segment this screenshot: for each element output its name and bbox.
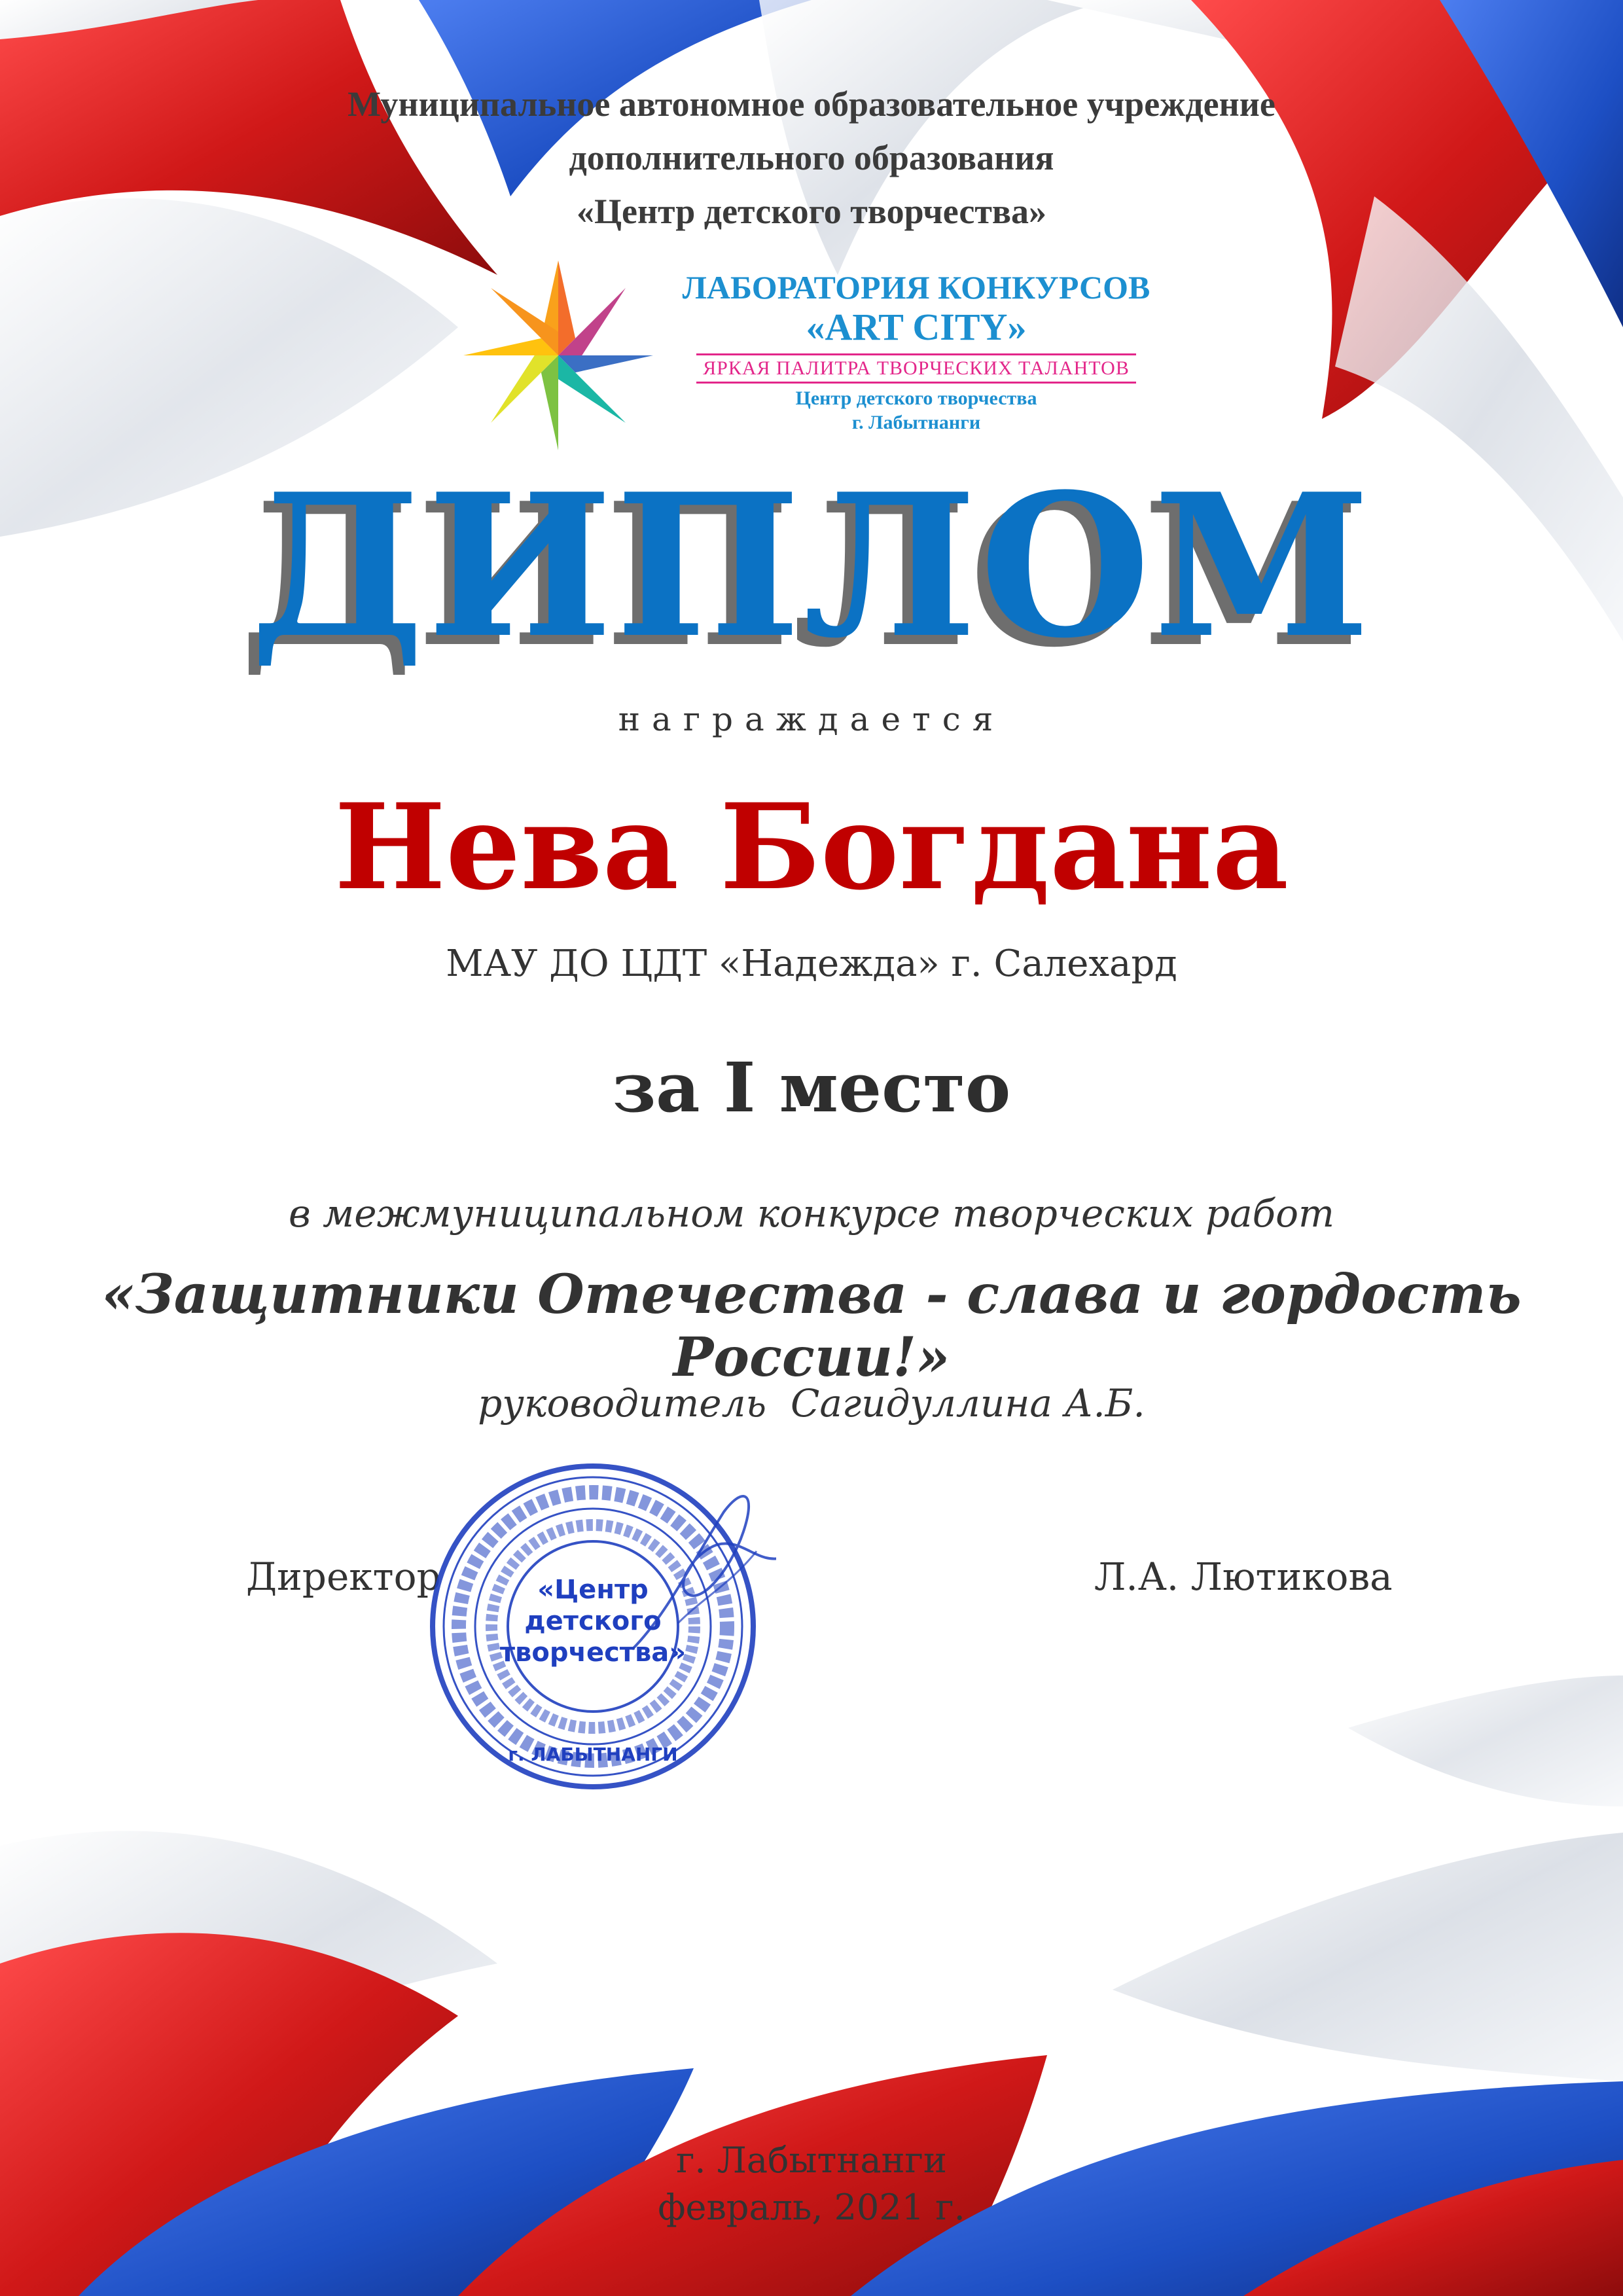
logo-line-3: ЯРКАЯ ПАЛИТРА ТВОРЧЕСКИХ ТАЛАНТОВ [696, 353, 1136, 384]
stamp-center-line-1: «Центр [537, 1575, 649, 1605]
official-stamp [416, 1453, 776, 1793]
stamp-city: г. ЛАБЫТНАНГИ [508, 1744, 678, 1765]
award-place: за I место [612, 1047, 1011, 1128]
recipient-school: МАУ ДО ЦДТ «Надежда» г. Салехард [446, 942, 1177, 985]
diploma-title: ДИПЛОМ [249, 450, 1374, 681]
director-label: Директор [246, 1554, 441, 1599]
organization-header [0, 77, 1623, 238]
footer [0, 2137, 1623, 2231]
org-line-1: Муниципальное автономное образовательное учреждение [348, 84, 1275, 124]
footer-city: г. Лабытнанги [676, 2140, 947, 2181]
logo-line-2: «ART CITY» [806, 306, 1027, 348]
awarded-text: награждается [618, 700, 1005, 738]
recipient-name: Нева Богдана [334, 778, 1289, 916]
contest-name: «Защитники Отечества - слава и гордость России!» [101, 1263, 1522, 1389]
org-line-2: дополнительного образования [569, 138, 1054, 177]
art-city-star-logo [463, 260, 653, 450]
stamp-center-line-3: творчества» [499, 1638, 687, 1668]
org-line-3: «Центр детского творчества» [576, 192, 1047, 231]
logo-line-5: г. Лабытнанги [851, 412, 981, 433]
director-name: Л.А. Лютикова [1094, 1554, 1393, 1599]
contest-intro: в межмуниципальном конкурсе творческих работ [288, 1191, 1334, 1236]
logo-line-4: Центр детского творчества [795, 387, 1037, 409]
art-city-logo-text [654, 268, 1178, 435]
stamp-center-line-2: детского [524, 1606, 662, 1636]
leader-line: руководитель Сагидуллина А.Б. [478, 1381, 1145, 1426]
footer-date: февраль, 2021 г. [658, 2187, 965, 2228]
logo-line-1: ЛАБОРАТОРИЯ КОНКУРСОВ [682, 269, 1150, 306]
